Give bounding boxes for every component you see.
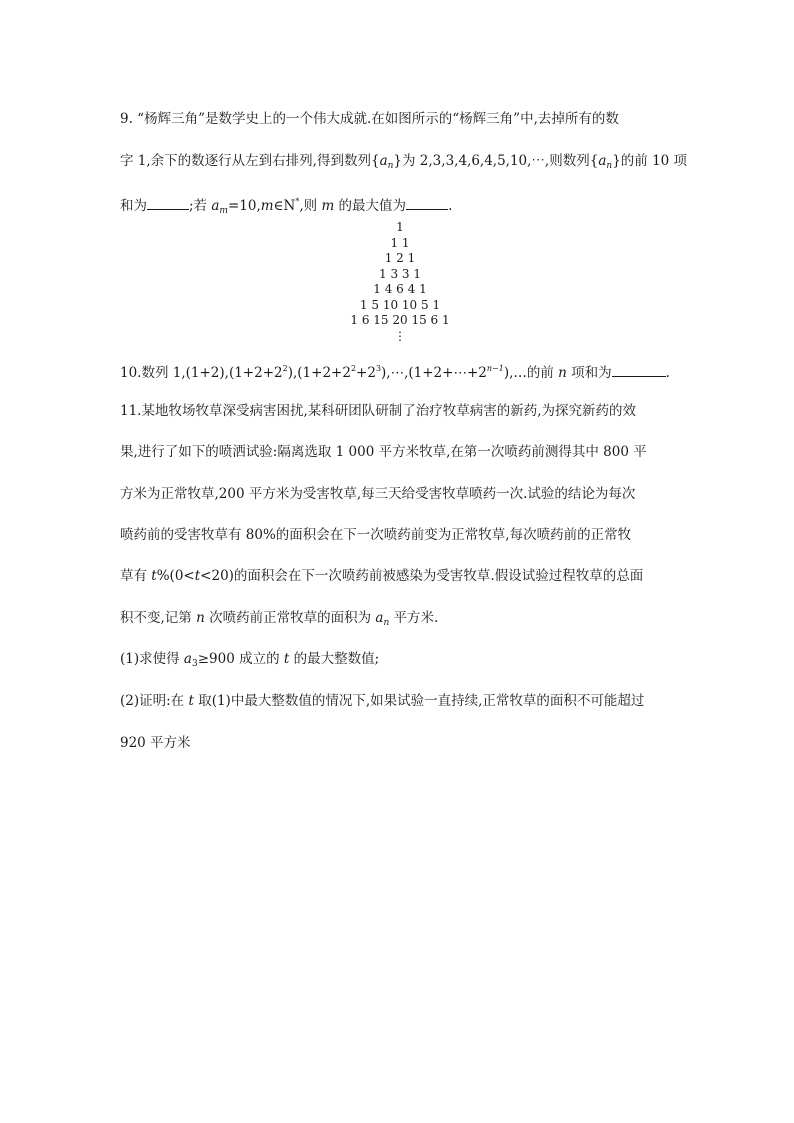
q10-text-e: ),…的前 [503, 365, 559, 381]
q10-text-b: ),(1+2+2 [287, 365, 351, 381]
var-n: n [196, 610, 205, 626]
q11-line6-text-a: 积不变,记第 [120, 610, 197, 626]
end-dot: . [448, 198, 453, 214]
triangle-row: 1 5 10 10 5 1 [359, 298, 441, 312]
q9-line2-text-c: }的前 10 项 [612, 153, 688, 169]
q9-line3-text-e: ,则 [299, 198, 322, 214]
var-a: a [379, 153, 388, 169]
var-a: a [598, 153, 607, 169]
q9-line3-text-b: ;若 [189, 198, 212, 214]
end-dot: . [665, 365, 670, 381]
q11-line-1: 11.某地牧场牧草深受病害困扰,某科研团队研制了治疗牧草病害的新药,为探究新药的效 [120, 403, 637, 419]
q11-line-3: 方米为正常牧草,200 平方米为受害牧草,每三天给受害牧草喷药一次.试验的结论为每次 [120, 486, 636, 502]
q10-text-c: +2 [356, 365, 376, 381]
var-n: n [558, 365, 567, 381]
triangle-row: 1 3 3 1 [379, 267, 421, 281]
answer-blank-max-m[interactable] [406, 197, 448, 210]
answer-blank-sum-n[interactable] [612, 364, 666, 377]
q11-line-5 [120, 567, 643, 585]
q11-part-2-line-2: 920 平方米 [120, 735, 191, 751]
q9-line-2 [120, 152, 687, 175]
var-m: m [260, 198, 274, 214]
sub-m: m [219, 206, 228, 216]
q10-text-d: ),⋯,(1+2+⋯+2 [381, 365, 487, 381]
q9-line2-text-b: }为 2,3,3,4,6,4,5,10,⋯,则数列{ [393, 153, 599, 169]
q9-line2-text-a: 字 1,余下的数逐行从左到右排列,得到数列{ [120, 153, 380, 169]
var-t: t [194, 568, 201, 584]
q11-part1-text-a: (1)求使得 [120, 651, 184, 667]
q9-line3-text-f: 的最大值为 [334, 198, 407, 214]
answer-blank-sum[interactable] [147, 197, 189, 210]
triangle-row: 1 1 [390, 236, 410, 250]
triangle-row: 1 4 6 4 1 [373, 282, 427, 296]
var-a: a [211, 198, 220, 214]
var-a: a [375, 610, 384, 626]
sub-n: n [606, 161, 613, 171]
var-m: m [321, 198, 335, 214]
sub-3: 3 [191, 659, 198, 669]
var-t: t [151, 568, 157, 584]
q9-line3-text-d: ∈N [273, 198, 296, 214]
sub-n: n [383, 618, 390, 628]
q11-line-6 [120, 609, 438, 632]
q11-line-4: 喷药前的受害牧草有 80%的面积会在下一次喷药前变为正常牧草,每次喷药前的正常牧 [120, 527, 632, 543]
q10-text-f: 项和为 [566, 365, 612, 381]
triangle-ellipsis: ⋮ [394, 329, 406, 343]
q11-part2-text-a: (2)证明:在 [120, 693, 189, 709]
q11-line6-text-b: 次喷药前正常牧草的面积为 [204, 610, 376, 626]
sup-2: 2 [282, 364, 288, 373]
q11-line5-text-c: <20)的面积会在下一次喷药前被感染为受害牧草.假设试验过程牧草的总面 [200, 568, 644, 584]
q10-line [120, 360, 670, 382]
q9-line3-text-c: =10, [227, 198, 261, 214]
q11-line6-text-c: 平方米. [389, 610, 439, 626]
var-t: t [188, 693, 194, 709]
sup-n-minus-1: n−1 [486, 364, 504, 373]
q11-line5-text-a: 草有 [120, 568, 152, 584]
sup-2: 2 [350, 364, 357, 373]
triangle-row: 1 [396, 220, 404, 234]
sub-n: n [387, 161, 394, 171]
q11-part2-text-b: 取(1)中最大整数值的情况下,如果试验一直持续,正常牧草的面积不可能超过 [193, 693, 645, 709]
q9-line3-text-a: 和为 [120, 198, 147, 214]
var-a: a [183, 651, 192, 667]
q11-part1-text-c: 的最大整数值; [289, 651, 380, 667]
sup-star: * [295, 197, 300, 206]
q9-line-3 [120, 193, 452, 220]
q11-line-2: 果,进行了如下的喷洒试验:隔离选取 1 000 平方米牧草,在第一次喷药前测得其中 800 平 [120, 444, 647, 460]
var-t: t [283, 651, 290, 667]
q11-part-1 [120, 650, 379, 673]
q11-part-2 [120, 692, 644, 710]
q11-line5-text-b: %(0< [156, 568, 195, 584]
sup-3: 3 [375, 364, 382, 373]
triangle-row: 1 6 15 20 15 6 1 [350, 313, 450, 327]
q10-text-a: 10.数列 1,(1+2),(1+2+2 [120, 365, 283, 381]
q11-part1-text-b: ≥900 成立的 [197, 651, 284, 667]
triangle-row: 1 2 1 [384, 251, 416, 265]
q9-line-1: 9. “杨辉三角”是数学史上的一个伟大成就.在如图所示的“杨辉三角”中,去掉所有的数 [120, 111, 619, 127]
